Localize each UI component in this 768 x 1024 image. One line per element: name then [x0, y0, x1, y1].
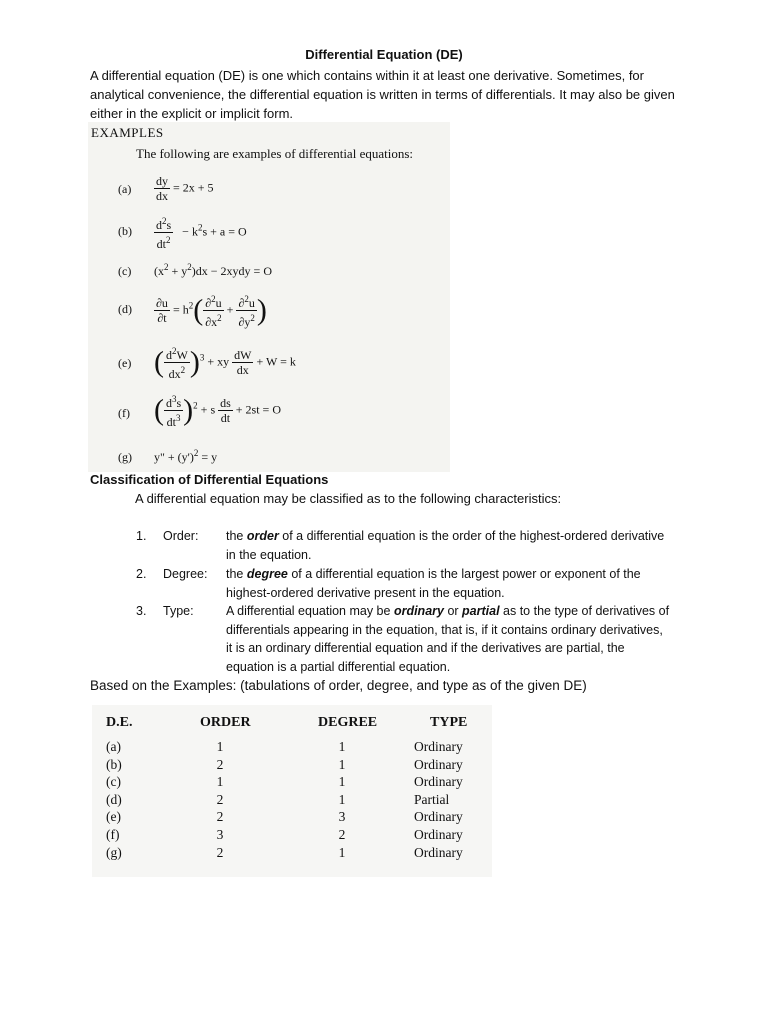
table-header: TYPE — [430, 715, 468, 730]
table-cell: (e) — [106, 809, 121, 825]
list-definition: the degree of a differential equation is the largest power or exponent of the highest-ordered derivative present in the equation. — [226, 567, 641, 600]
table-cell: 2 — [216, 844, 224, 860]
equation: $\frac{d^2s}{dt^2}$ − $k^2s + a = O$ — [156, 216, 247, 251]
table-cell: 1 — [338, 774, 346, 790]
table-cell: 1 — [338, 791, 346, 807]
example-e — [88, 344, 450, 384]
example-b — [88, 212, 450, 252]
examples-subheading: The following are examples of differential equations: — [136, 146, 413, 161]
table-cell: 2 — [216, 756, 224, 772]
intro-paragraph: A differential equation (DE) is one which contains within it at least one derivative. Sometimes, for analytical convenience, the differential equation is written in terms of differentials. It may also be given either in the explicit or implicit form. — [90, 68, 675, 121]
example-label: (b) — [118, 224, 132, 238]
table-cell: Ordinary — [414, 774, 463, 790]
classification-intro: A differential equation may be classified as to the following characteristics: — [135, 491, 562, 506]
table-header: D.E. — [106, 715, 133, 730]
table-cell: Ordinary — [414, 844, 463, 860]
example-label: (a) — [118, 182, 132, 196]
table-cell: (b) — [106, 756, 122, 772]
equation: $\frac{dy}{dx}$ = 2x + 5 — [156, 174, 214, 203]
equation: y" + $(y')^2 = y$ — [154, 448, 218, 464]
classification-heading: Classification of Differential Equations — [90, 472, 329, 487]
table-cell: 1 — [338, 739, 346, 754]
list-number: 3. — [136, 604, 147, 618]
table-cell: Ordinary — [414, 809, 463, 825]
list-term: Degree: — [163, 567, 208, 581]
table-cell: Ordinary — [414, 756, 463, 772]
table-cell: Partial — [414, 791, 450, 807]
example-d — [88, 292, 450, 332]
examples-figure — [88, 122, 450, 472]
equation: ( $\frac{d^2W}{dx^2}$ )$^3$ + xy $\frac{dW}{dx}$ + W = k — [154, 345, 296, 381]
table-cell: 3 — [338, 809, 346, 825]
table-cell: 3 — [216, 827, 224, 842]
table-header: ORDER — [200, 715, 251, 730]
equation: $(x^2 + y^2)dx$ − 2xydy = O — [154, 262, 272, 278]
table-cell: (g) — [106, 844, 122, 860]
table-cell: Ordinary — [414, 739, 463, 754]
example-label: (c) — [118, 264, 132, 278]
list-term: Order: — [163, 529, 199, 543]
summary-table — [92, 705, 492, 877]
table-caption: Based on the Examples: (tabulations of order, degree, and type as of the given DE) — [90, 678, 587, 693]
example-label: (g) — [118, 450, 132, 464]
table-cell: 2 — [216, 791, 224, 807]
example-label: (f) — [118, 406, 130, 420]
table-cell: 2 — [338, 827, 346, 842]
table-cell: 1 — [338, 844, 346, 860]
table-cell: 1 — [216, 774, 224, 790]
table-cell: 1 — [216, 739, 224, 754]
table-header: DEGREE — [318, 715, 378, 730]
table-cell: Ordinary — [414, 827, 463, 842]
list-definition: the order of a differential equation is the order of the highest-ordered derivative in the equation. — [226, 529, 665, 562]
table-cell: 1 — [338, 756, 346, 772]
table-cell: (f) — [106, 827, 120, 842]
examples-heading: EXAMPLES — [91, 125, 164, 140]
list-number: 2. — [136, 567, 147, 581]
example-a — [88, 172, 450, 212]
table-cell: (c) — [106, 774, 121, 790]
table-cell: 2 — [216, 809, 224, 825]
list-number: 1. — [136, 529, 147, 543]
equation: $\frac{\partial u}{\partial t}$ = $h^2$( $\frac{\partial^2u}{\partial x^2}$ + $\frac{\partial^2u}{\partial y^2}$ ) — [156, 293, 267, 329]
page-title: Differential Equation (DE) — [305, 47, 463, 62]
example-label: (e) — [118, 356, 132, 370]
list-definition: A differential equation may be ordinary or partial as to the type of derivatives of differentials appearing in the equation, that is, if it contains ordinary derivatives, it is an ordinary differential equation and if the derivatives are partial, the equation is a partial differential equation. — [226, 604, 670, 674]
example-label: (d) — [118, 302, 132, 316]
table-cell: (a) — [106, 739, 121, 754]
example-f — [88, 392, 450, 432]
table-cell: (d) — [106, 791, 122, 807]
equation: ( $\frac{d^3s}{dt^3}$ )$^2$ + s $\frac{ds}{dt}$ + 2st = O — [154, 393, 281, 429]
list-term: Type: — [163, 604, 194, 618]
